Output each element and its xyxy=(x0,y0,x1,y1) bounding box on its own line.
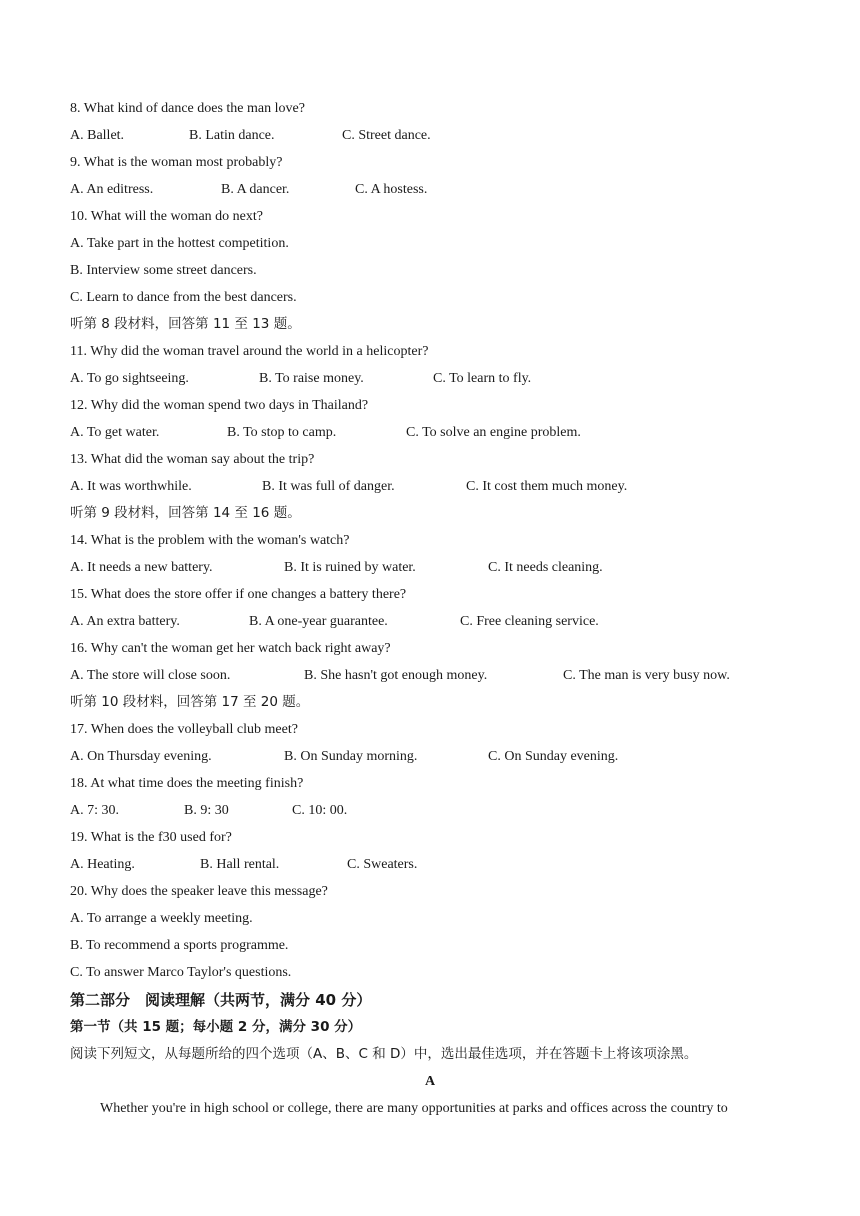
option-b: B. It was full of danger. xyxy=(262,479,395,494)
option-a: A. Heating. xyxy=(70,857,135,872)
question-stem: 9. What is the woman most probably? xyxy=(70,155,283,170)
option-a: A. It was worthwhile. xyxy=(70,479,192,494)
option-b: B. She hasn't got enough money. xyxy=(304,668,488,683)
question-stem: 14. What is the problem with the woman's watch? xyxy=(70,533,350,548)
options-12 xyxy=(70,419,790,446)
section-10-instruction: 听第 10 段材料，回答第 17 至 20 题。 xyxy=(70,694,310,710)
question-stem: 16. Why can't the woman get her watch back right away? xyxy=(70,641,391,656)
option-b: B. Interview some street dancers. xyxy=(70,263,257,278)
question-17 xyxy=(70,716,790,743)
option-20-a xyxy=(70,905,790,932)
question-stem: 15. What does the store offer if one changes a battery there? xyxy=(70,587,407,602)
option-c: C. To answer Marco Taylor's questions. xyxy=(70,965,292,980)
question-stem: 17. When does the volleyball club meet? xyxy=(70,722,298,737)
option-a: A. Take part in the hottest competition. xyxy=(70,236,289,251)
question-16 xyxy=(70,635,790,662)
option-c: C. 10: 00. xyxy=(292,803,348,818)
question-9 xyxy=(70,149,790,176)
option-a: A. 7: 30. xyxy=(70,803,119,818)
section-8-instruction: 听第 8 段材料，回答第 11 至 13 题。 xyxy=(70,316,301,332)
question-stem: 18. At what time does the meeting finish? xyxy=(70,776,304,791)
question-stem: 13. What did the woman say about the trip? xyxy=(70,452,315,467)
option-a: A. An extra battery. xyxy=(70,614,180,629)
option-b: B. To recommend a sports programme. xyxy=(70,938,289,953)
options-16 xyxy=(70,662,790,689)
option-c: C. Street dance. xyxy=(342,128,431,143)
option-c: C. A hostess. xyxy=(355,182,428,197)
options-8 xyxy=(70,122,790,149)
option-a: A. On Thursday evening. xyxy=(70,749,212,764)
question-stem: 8. What kind of dance does the man love? xyxy=(70,101,305,116)
option-c: C. Free cleaning service. xyxy=(460,614,599,629)
option-b: B. It is ruined by water. xyxy=(284,560,416,575)
question-13 xyxy=(70,446,790,473)
option-20-b xyxy=(70,932,790,959)
part-2-heading: 第二部分 阅读理解（共两节，满分 40 分） xyxy=(70,991,372,1009)
passage-label: A xyxy=(424,1074,436,1089)
option-b: B. On Sunday morning. xyxy=(284,749,418,764)
option-b: B. Hall rental. xyxy=(200,857,280,872)
question-stem: 10. What will the woman do next? xyxy=(70,209,263,224)
question-stem: 19. What is the f30 used for? xyxy=(70,830,232,845)
options-9 xyxy=(70,176,790,203)
option-10-a xyxy=(70,230,790,257)
question-18 xyxy=(70,770,790,797)
question-10 xyxy=(70,203,790,230)
option-c: C. On Sunday evening. xyxy=(488,749,619,764)
option-c: C. It needs cleaning. xyxy=(488,560,603,575)
exam-page xyxy=(70,95,790,1122)
option-b: B. A dancer. xyxy=(221,182,290,197)
option-b: B. 9: 30 xyxy=(184,803,229,818)
option-a: A. It needs a new battery. xyxy=(70,560,213,575)
question-15 xyxy=(70,581,790,608)
option-c: C. The man is very busy now. xyxy=(563,668,730,683)
question-11 xyxy=(70,338,790,365)
question-19 xyxy=(70,824,790,851)
option-a: A. To arrange a weekly meeting. xyxy=(70,911,253,926)
question-stem: 20. Why does the speaker leave this message? xyxy=(70,884,328,899)
options-19 xyxy=(70,851,790,878)
option-c: C. Sweaters. xyxy=(347,857,418,872)
question-stem: 11. Why did the woman travel around the world in a helicopter? xyxy=(70,344,429,359)
option-a: A. The store will close soon. xyxy=(70,668,231,683)
option-a: A. Ballet. xyxy=(70,128,125,143)
question-12 xyxy=(70,392,790,419)
passage-text: Whether you're in high school or college, there are many opportunities at parks and offices across the country to xyxy=(100,1101,728,1116)
section-9-instruction: 听第 9 段材料，回答第 14 至 16 题。 xyxy=(70,505,301,521)
question-stem: 12. Why did the woman spend two days in Thailand? xyxy=(70,398,369,413)
option-c: C. To learn to fly. xyxy=(433,371,532,386)
option-b: B. To stop to camp. xyxy=(227,425,337,440)
options-13 xyxy=(70,473,790,500)
option-b: B. Latin dance. xyxy=(189,128,275,143)
options-15 xyxy=(70,608,790,635)
option-10-b xyxy=(70,257,790,284)
option-20-c xyxy=(70,959,790,986)
option-b: B. To raise money. xyxy=(259,371,364,386)
reading-instructions: 阅读下列短文，从每题所给的四个选项（A、B、C 和 D）中，选出最佳选项，并在答题卡上将该项涂黑。 xyxy=(70,1046,698,1062)
option-10-c xyxy=(70,284,790,311)
option-a: A. An editress. xyxy=(70,182,154,197)
option-a: A. To get water. xyxy=(70,425,160,440)
section-1-heading: 第一节（共 15 题；每小题 2 分，满分 30 分） xyxy=(70,1019,362,1035)
option-b: B. A one-year guarantee. xyxy=(249,614,388,629)
question-20 xyxy=(70,878,790,905)
options-11 xyxy=(70,365,790,392)
option-a: A. To go sightseeing. xyxy=(70,371,189,386)
option-c: C. It cost them much money. xyxy=(466,479,628,494)
question-8 xyxy=(70,95,790,122)
option-c: C. Learn to dance from the best dancers. xyxy=(70,290,297,305)
options-14 xyxy=(70,554,790,581)
option-c: C. To solve an engine problem. xyxy=(406,425,581,440)
options-18 xyxy=(70,797,790,824)
options-17 xyxy=(70,743,790,770)
question-14 xyxy=(70,527,790,554)
